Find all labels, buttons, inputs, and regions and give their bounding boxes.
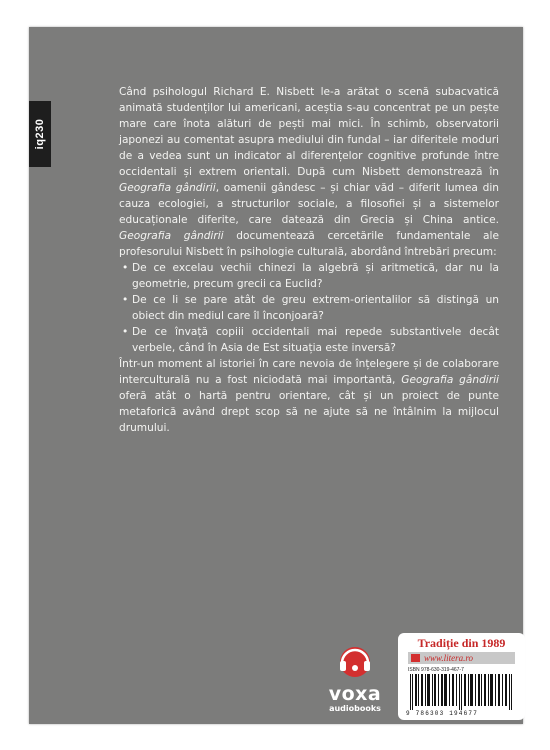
barcode xyxy=(408,674,516,710)
question-item: • De ce învață copiii occidentali mai repede substantivele decât verbele, când în Asia de Est situația este inversă? xyxy=(119,324,499,356)
barcode-number: 9 786303 194677 xyxy=(406,710,479,717)
website-text: www.litera.ro xyxy=(424,653,474,663)
question-list xyxy=(119,260,499,356)
series-tab xyxy=(29,101,51,167)
litera-logo-icon xyxy=(411,654,420,662)
isbn-text: ISBN 978-630-319-467-7 xyxy=(408,667,464,673)
publisher-tagline: Tradiție din 1989 xyxy=(417,636,506,650)
series-label: iq230 xyxy=(34,118,46,150)
voxa-subtitle: audiobooks xyxy=(329,704,381,713)
voxa-logo xyxy=(309,642,401,714)
back-cover xyxy=(29,27,523,724)
question-item: • De ce excelau vechii chinezi la algebră și aritmetică, dar nu la geometrie, precum grecii ca Euclid? xyxy=(119,260,499,292)
book-title-italic: Geografia gândirii xyxy=(119,230,224,242)
closing-paragraph: Într-un moment al istoriei în care nevoia de înțelegere și de colaborare interculturală nu a fost niciodată mai importantă, Geografia gândirii oferă atât o hartă pentru orientare, cât și un proiect de punte metaforică având drept scop să ne ajute să ne întâlnim la mijlocul drumului. xyxy=(119,358,499,434)
blurb-text xyxy=(119,84,499,436)
publisher-label xyxy=(398,633,525,720)
voxa-wordmark: voxa xyxy=(328,683,382,705)
question-item: • De ce li se pare atât de greu extrem-orientalilor să distingă un obiect din mediul care îl înconjoară? xyxy=(119,292,499,324)
book-title-italic: Geografia gândirii xyxy=(119,182,216,194)
book-title-italic: Geografia gândirii xyxy=(401,374,499,386)
website-strip xyxy=(408,652,515,664)
headphones-icon xyxy=(333,642,377,678)
intro-paragraph: Când psihologul Richard E. Nisbett le-a arătat o scenă subacvatică animată studenților lui americani, aceștia s-au concentrat pe un pește mare care înota alături de pești mai mici. În schimb, observatorii japonezi au comentat asupra mediului din fundal – iar diferitele moduri de a vedea sunt un indicator al diferențelor cognitive profunde între occidentali și extrem orientali. După cum Nisbett demonstrează în Geografia gândirii, oamenii gândesc – și chiar văd – diferit lumea din cauza ecologiei, a structurilor sociale, a filosofiei și a sistemelor educaționale diferite, care datează din Grecia și China antice. Geografia gândirii documentează cercetările fundamentale ale profesorului Nisbett în psihologie culturală, abordând întrebări precum: xyxy=(119,86,500,258)
